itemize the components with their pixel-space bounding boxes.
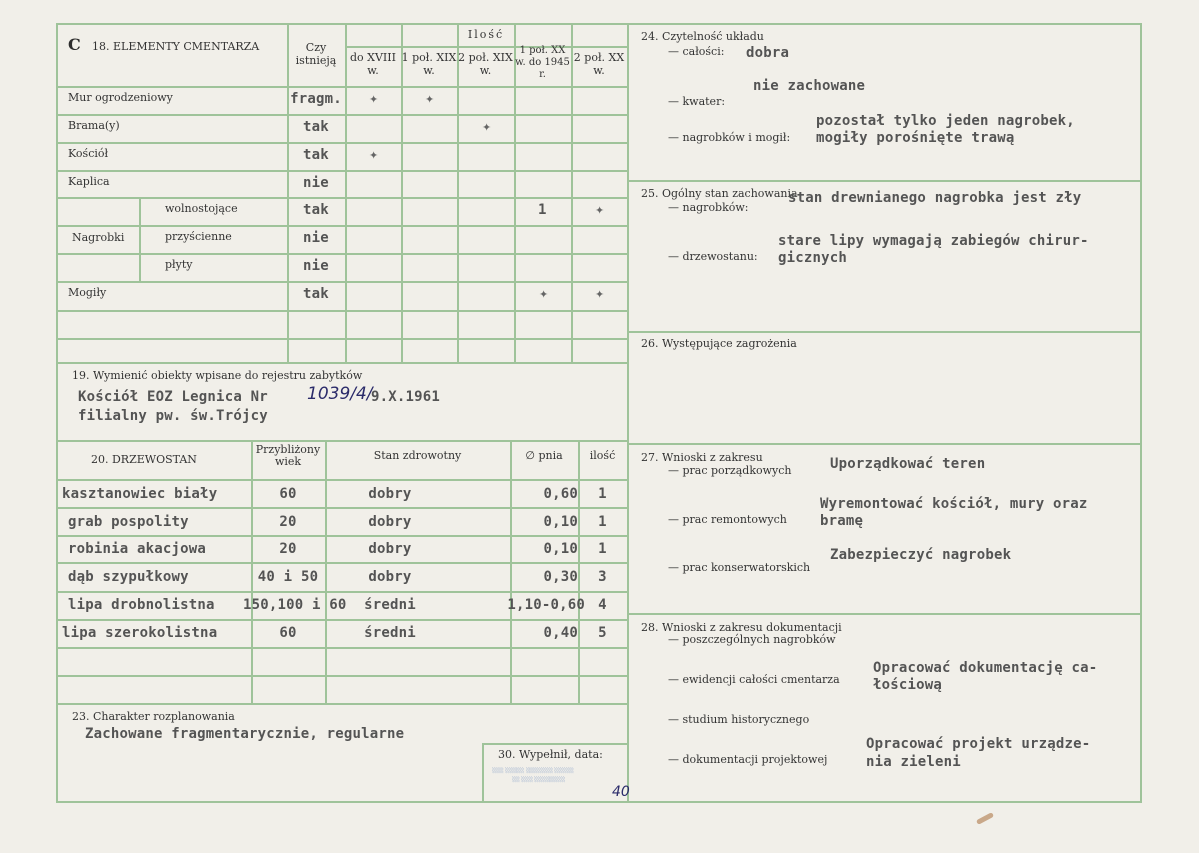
condition-trees-label: — drzewostanu: — [668, 250, 758, 263]
grid-line — [56, 142, 627, 144]
col-age-header: Przybliżony wiek — [255, 443, 321, 468]
conclusions-label: 27. Wnioski z zakresu — [641, 451, 763, 464]
grid-line — [56, 225, 627, 227]
grid-line — [56, 675, 627, 677]
tree-age: 60 — [279, 486, 297, 502]
tree-health: dobry — [368, 569, 412, 585]
grid-line — [56, 281, 627, 283]
tree-diameter: 1,10-0,60 — [507, 597, 585, 613]
grid-line — [627, 331, 1141, 333]
grid-line — [56, 591, 627, 593]
tree-diameter: 0,60 — [543, 486, 578, 502]
element-row-label: Brama(y) — [68, 119, 120, 132]
tree-age: 60 — [279, 625, 297, 641]
readability-whole-value: dobra — [746, 45, 790, 61]
grid-line — [627, 443, 1141, 445]
grid-line — [56, 170, 627, 172]
tree-health: średni — [364, 625, 416, 641]
readability-label: 24. Czytelność układu — [641, 30, 764, 43]
element-period-mark: ✦ — [369, 93, 379, 106]
tree-species: robinia akacjowa — [68, 541, 207, 557]
documentation-history-label: — studium historycznego — [668, 713, 810, 726]
grid-line — [56, 535, 627, 537]
col-exists-header: Czy istnieją — [295, 41, 337, 67]
conclusions-conserv-value: Zabezpieczyć nagrobek — [830, 547, 1012, 563]
documentation-individual-label: — poszczególnych nagrobków — [668, 633, 836, 646]
element-exists-value: fragm. — [290, 91, 342, 107]
element-exists-value: nie — [303, 258, 329, 274]
element-row-label: Kaplica — [68, 175, 110, 188]
condition-graves-label: — nagrobków: — [668, 201, 749, 214]
period-header: 2 poł. XIX w. — [458, 51, 513, 77]
element-period-mark: ✦ — [369, 149, 379, 162]
tree-count: 1 — [598, 514, 607, 530]
period-header: 2 poł. XX w. — [573, 51, 625, 77]
filled-by-stamp: ░░░ ░░░░░ ░░░░░░░ ░░░░░ — [492, 768, 574, 774]
col-diam-header: ∅ pnia — [525, 449, 563, 462]
tree-diameter: 0,30 — [543, 569, 578, 585]
grid-line — [56, 562, 627, 564]
grid-line — [56, 619, 627, 621]
conclusions-repair-label: — prac remontowych — [668, 513, 787, 526]
readability-whole-label: — całości: — [668, 45, 725, 58]
documentation-records-value: łościową — [873, 677, 943, 693]
grid-line — [287, 23, 289, 362]
grid-line — [56, 507, 627, 509]
tree-diameter: 0,40 — [543, 625, 578, 641]
grid-line — [627, 23, 629, 803]
element-period-mark: ✦ — [482, 121, 492, 134]
grid-line — [56, 114, 627, 116]
tree-health: dobry — [368, 541, 412, 557]
tree-age: 20 — [279, 514, 297, 530]
element-period-mark: ✦ — [539, 288, 549, 301]
tree-species: grab pospolity — [68, 514, 189, 530]
grid-line — [56, 338, 627, 340]
tree-count: 1 — [598, 541, 607, 557]
documentation-label: 28. Wnioski z zakresu dokumentacji — [641, 621, 842, 634]
grid-line — [56, 310, 627, 312]
readability-graves-value: mogiły porośnięte trawą — [816, 130, 1015, 146]
readability-quarters-label: — kwater: — [668, 95, 726, 108]
documentation-records-value: Opracować dokumentację ca- — [873, 660, 1098, 676]
tree-health: dobry — [368, 486, 412, 502]
element-period-mark: ✦ — [595, 288, 605, 301]
grid-line — [56, 647, 627, 649]
tree-count: 4 — [598, 597, 607, 613]
grid-line — [345, 46, 627, 48]
section-letter: C — [68, 35, 81, 54]
filled-by-stamp: ░░ ░░░ ░░░░░░░░ — [512, 777, 566, 783]
conclusions-conserv-label: — prac konserwatorskich — [668, 561, 811, 574]
grid-line — [56, 440, 627, 442]
element-period-mark: ✦ — [595, 204, 605, 217]
condition-label: 25. Ogólny stan zachowania — [641, 187, 798, 200]
grid-line — [627, 180, 1141, 182]
readability-quarters-value: nie zachowane — [753, 78, 866, 94]
tree-age: 40 i 50 — [257, 569, 319, 585]
element-exists-value: nie — [303, 175, 329, 191]
grid-line — [56, 479, 627, 481]
conclusions-order-value: Uporządkować teren — [830, 456, 986, 472]
tree-health: dobry — [368, 514, 412, 530]
grid-line — [56, 362, 627, 364]
grid-line — [482, 743, 484, 803]
period-header: 1 poł. XIX w. — [401, 51, 457, 77]
filled-by-signature: 40 — [612, 784, 630, 800]
documentation-project-value: nia zieleni — [866, 754, 961, 770]
trees-title: 20. DRZEWOSTAN — [91, 453, 197, 466]
elements-title: 18. ELEMENTY CMENTARZA — [92, 40, 260, 53]
tree-diameter: 0,10 — [543, 514, 578, 530]
tree-count: 5 — [598, 625, 607, 641]
element-row-label: Mur ogrodzeniowy — [68, 91, 173, 104]
layout-char-value: Zachowane fragmentarycznie, regularne — [85, 726, 405, 742]
element-period-mark: ✦ — [425, 93, 435, 106]
documentation-project-label: — dokumentacji projektowej — [668, 753, 828, 766]
element-row-label: Mogiły — [68, 286, 107, 299]
tree-health: średni — [364, 597, 416, 613]
element-exists-value: tak — [303, 202, 329, 218]
filled-by-label: 30. Wypełnił, data: — [498, 748, 603, 761]
tree-species: dąb szypułkowy — [68, 569, 189, 585]
col-count-header: Ilość — [467, 28, 505, 41]
element-period-mark: 1 — [538, 202, 547, 218]
element-exists-value: nie — [303, 230, 329, 246]
registry-date: 9.X.1961 — [371, 389, 441, 405]
registry-line1: Kościół EOZ Legnica Nr — [78, 389, 268, 405]
element-row-label: wolnostojące — [165, 202, 238, 215]
readability-graves-label: — nagrobków i mogił: — [668, 131, 791, 144]
tree-diameter: 0,10 — [543, 541, 578, 557]
element-row-label: przyścienne — [165, 230, 232, 243]
tree-age: 20 — [279, 541, 297, 557]
condition-trees-value: stare lipy wymagają zabiegów chirur- — [778, 233, 1089, 249]
condition-trees-value: gicznych — [778, 250, 848, 266]
grid-line — [56, 253, 627, 255]
grid-line — [139, 197, 141, 281]
tree-species: lipa szerokolistna — [62, 625, 218, 641]
conclusions-repair-value: bramę — [820, 513, 864, 529]
grid-line — [56, 197, 627, 199]
col-health-header: Stan zdrowotny — [373, 449, 462, 462]
conclusions-repair-value: Wyremontować kościół, mury oraz — [820, 496, 1088, 512]
grid-line — [56, 703, 627, 705]
col-tree-count-header: ilość — [589, 449, 616, 462]
grid-line — [627, 613, 1141, 615]
element-exists-value: tak — [303, 119, 329, 135]
documentation-project-value: Opracować projekt urządze- — [866, 736, 1091, 752]
grid-line — [482, 743, 627, 745]
element-row-label: Kościół — [68, 147, 109, 160]
tree-count: 3 — [598, 569, 607, 585]
threats-label: 26. Występujące zagrożenia — [641, 337, 797, 350]
grid-line — [56, 86, 627, 88]
condition-graves-value: stan drewnianego nagrobka jest zły — [788, 190, 1082, 206]
tree-age: 150,100 i 60 — [243, 597, 347, 613]
tree-species: lipa drobnolistna — [68, 597, 215, 613]
element-exists-value: tak — [303, 286, 329, 302]
element-exists-value: tak — [303, 147, 329, 163]
registry-label: 19. Wymienić obiekty wpisane do rejestru zabytków — [72, 369, 363, 382]
tree-count: 1 — [598, 486, 607, 502]
period-header: do XVIII w. — [350, 51, 396, 77]
tree-species: kasztanowiec biały — [62, 486, 218, 502]
graves-group-label: Nagrobki — [72, 231, 125, 244]
readability-graves-value: pozostał tylko jeden nagrobek, — [816, 113, 1075, 129]
conclusions-order-label: — prac porządkowych — [668, 464, 792, 477]
period-header: 1 poł. XX w. do 1945 r. — [515, 45, 570, 80]
documentation-records-label: — ewidencji całości cmentarza — [668, 673, 840, 686]
layout-char-label: 23. Charakter rozplanowania — [72, 710, 235, 723]
registry-number-handwritten: 1039/4/ — [307, 384, 373, 404]
element-row-label: płyty — [165, 258, 193, 271]
registry-line2: filialny pw. św.Trójcy — [78, 408, 268, 424]
